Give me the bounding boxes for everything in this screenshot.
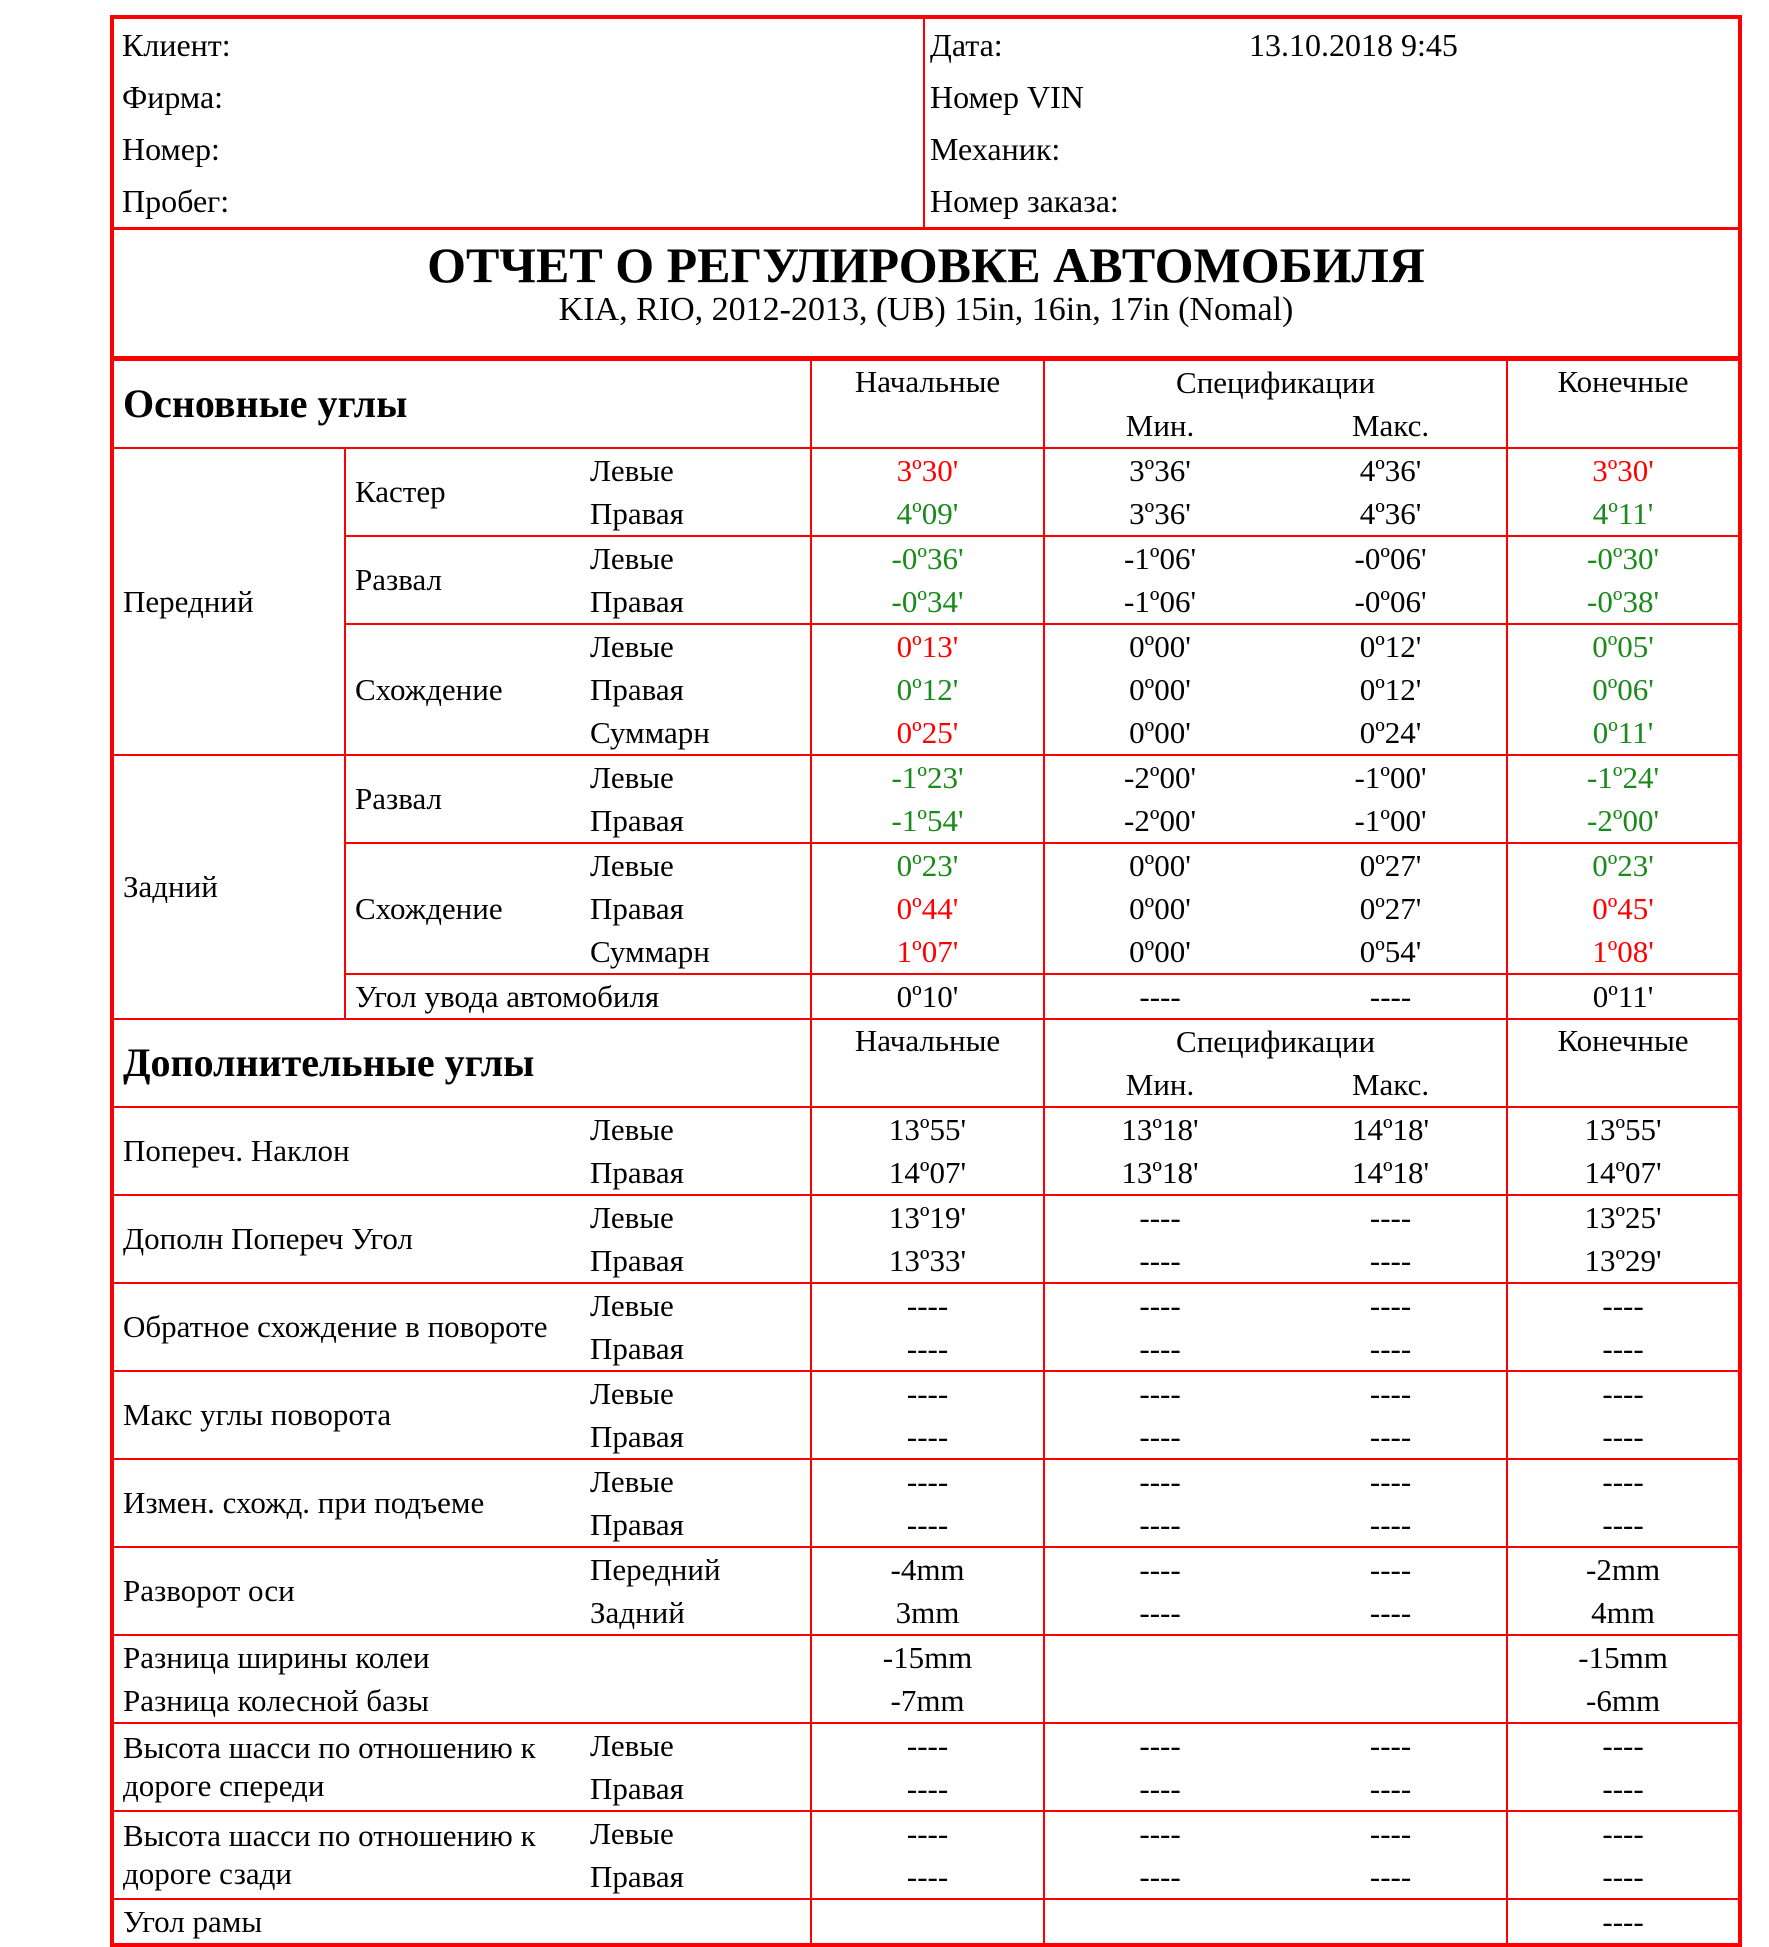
- initial-value: 13º55': [811, 1107, 1044, 1151]
- table-row: [114, 448, 1738, 492]
- initial-value: -1º23': [811, 755, 1044, 799]
- initial-value: ----: [811, 1459, 1044, 1503]
- spec-min-value: 0º00': [1044, 668, 1275, 711]
- spec-min-value: ----: [1044, 1811, 1275, 1855]
- angle-label: Разворот оси: [114, 1547, 581, 1635]
- final-value: -0º38': [1507, 580, 1738, 624]
- initial-value: -0º36': [811, 536, 1044, 580]
- column-header-specs: Спецификации: [1044, 1019, 1507, 1063]
- column-header-max: Макс.: [1351, 1066, 1430, 1102]
- final-value: ----: [1507, 1283, 1738, 1327]
- table-row: [114, 1459, 1738, 1503]
- spec-min-value: ----: [1044, 1195, 1275, 1239]
- initial-value: -1º54': [811, 799, 1044, 843]
- spec-min-value: -1º06': [1044, 580, 1275, 624]
- alignment-report: [110, 15, 1742, 1947]
- initial-value: -4mm: [811, 1547, 1044, 1591]
- side-label: Правая: [590, 1154, 684, 1190]
- table-row: [114, 536, 1738, 580]
- angle-label: Макс углы поворота: [114, 1371, 581, 1459]
- angle-label: Схождение: [345, 843, 581, 974]
- table-row: [114, 843, 1738, 887]
- spec-max-value: 14º18': [1351, 1154, 1430, 1190]
- angle-label: Схождение: [345, 624, 581, 755]
- final-value: ----: [1507, 1459, 1738, 1503]
- table-row: [114, 360, 1738, 404]
- spec-max-value: ----: [1369, 1330, 1412, 1366]
- table-row: [114, 755, 1738, 799]
- table-row: [114, 1899, 1738, 1943]
- angle-label: Обратное схождение в повороте: [114, 1283, 581, 1371]
- thrust-angle-label: Угол увода автомобиля: [345, 974, 811, 1019]
- side-label: Левые: [581, 1723, 811, 1767]
- final-value: ----: [1507, 1767, 1738, 1811]
- table-row: [114, 1723, 1738, 1767]
- final-value: 0º45': [1507, 887, 1738, 930]
- final-value: -6mm: [1507, 1679, 1738, 1723]
- table-row: [114, 1679, 1738, 1723]
- final-value: 0º23': [1507, 843, 1738, 887]
- side-label: Правая: [590, 890, 684, 926]
- spec-min-value: 13º18': [1044, 1107, 1275, 1151]
- initial-value: 14º07': [811, 1151, 1044, 1195]
- initial-value: [811, 1899, 1044, 1943]
- final-value: 4º11': [1507, 492, 1738, 536]
- spec-min-value: [1044, 1635, 1275, 1679]
- number-label: Номер:: [122, 131, 220, 167]
- side-label: Левые: [581, 843, 811, 887]
- initial-value: ----: [811, 1327, 1044, 1371]
- final-value: 1º08': [1507, 930, 1738, 974]
- table-row: [114, 1019, 1738, 1063]
- initial-value: -0º34': [811, 580, 1044, 624]
- side-label: Левые: [581, 1195, 811, 1239]
- spec-min-value: ----: [1044, 1767, 1275, 1811]
- side-label: Правая: [590, 495, 684, 531]
- final-value: 0º05': [1507, 624, 1738, 668]
- spec-max-value: 0º54': [1359, 933, 1422, 969]
- vehicle-info-section: [114, 19, 1738, 230]
- initial-value: 0º13': [811, 624, 1044, 668]
- angle-label: Измен. схожд. при подъеме: [114, 1459, 581, 1547]
- side-label: Правая: [590, 1506, 684, 1542]
- spec-min-value: -1º06': [1044, 536, 1275, 580]
- spec-min-value: 0º00': [1044, 930, 1275, 974]
- section-title-additional-angles: Дополнительные углы: [114, 1019, 811, 1107]
- spec-max-value: 14º18': [1275, 1107, 1507, 1151]
- table-row: [114, 1283, 1738, 1327]
- column-header-max: Макс.: [1351, 407, 1430, 443]
- spec-min-value: 0º00': [1044, 624, 1275, 668]
- final-value: 13º55': [1507, 1107, 1738, 1151]
- track-label: Разница колесной базы: [123, 1682, 429, 1718]
- side-label: Правая: [590, 1858, 684, 1894]
- angle-label: Попереч. Наклон: [114, 1107, 581, 1195]
- final-value: -2º00': [1507, 799, 1738, 843]
- vin-label: Номер VIN: [930, 79, 1084, 115]
- side-label: Левые: [581, 1107, 811, 1151]
- report-title: ОТЧЕТ О РЕГУЛИРОВКЕ АВТОМОБИЛЯ: [427, 237, 1425, 293]
- spec-min-value: 13º18': [1044, 1151, 1275, 1195]
- spec-max-value: -0º06': [1275, 536, 1507, 580]
- spec-max-value: -1º00': [1354, 802, 1427, 838]
- final-value: ----: [1507, 1811, 1738, 1855]
- spec-min-value: ----: [1044, 1547, 1275, 1591]
- initial-value: ----: [811, 1503, 1044, 1547]
- spec-max-value: -0º06': [1354, 583, 1427, 619]
- side-label: Левые: [581, 624, 811, 668]
- column-header-final: Конечные: [1507, 1019, 1738, 1107]
- spec-min-value: -2º00': [1044, 755, 1275, 799]
- spec-max-value: ----: [1275, 1547, 1507, 1591]
- column-header-final: Конечные: [1507, 360, 1738, 448]
- spec-min-value: ----: [1044, 1503, 1275, 1547]
- side-label: Правая: [590, 1418, 684, 1454]
- client-label: Клиент:: [122, 27, 231, 63]
- initial-value: 3º30': [811, 448, 1044, 492]
- spec-max-value: ----: [1275, 1195, 1507, 1239]
- axle-label: Задний: [114, 755, 345, 1019]
- final-value: ----: [1507, 1415, 1738, 1459]
- frame-angle-label: Угол рамы: [114, 1899, 811, 1943]
- final-value: 13º25': [1507, 1195, 1738, 1239]
- date-value: 13.10.2018 9:45: [1249, 27, 1458, 63]
- angle-label: Развал: [345, 536, 581, 624]
- spec-min-value: 3º36': [1044, 448, 1275, 492]
- initial-value: 0º12': [811, 668, 1044, 711]
- spec-min-value: ----: [1044, 1855, 1275, 1899]
- final-value: ----: [1507, 1855, 1738, 1899]
- side-label: Правая: [590, 1242, 684, 1278]
- side-label: Суммарн: [590, 714, 710, 750]
- side-label: Левые: [581, 448, 811, 492]
- section-title-main-angles: Основные углы: [114, 360, 811, 448]
- track-label: Разница ширины колеи: [114, 1635, 811, 1679]
- initial-value: ----: [811, 1283, 1044, 1327]
- initial-value: 4º09': [811, 492, 1044, 536]
- spec-max-value: 0º24': [1359, 714, 1422, 750]
- final-value: 3º30': [1507, 448, 1738, 492]
- side-label: Передний: [581, 1547, 811, 1591]
- initial-value: ----: [811, 1371, 1044, 1415]
- table-row: [114, 1635, 1738, 1679]
- spec-max-value: 4º36': [1359, 495, 1422, 531]
- table-row: [114, 974, 1738, 1019]
- table-row: [114, 1195, 1738, 1239]
- spec-max-value: [1275, 1679, 1507, 1723]
- spec-max-value: 4º36': [1275, 448, 1507, 492]
- table-row: [114, 1547, 1738, 1591]
- angle-label: Высота шасси по отношению к дороге сзади: [114, 1811, 581, 1899]
- spec-min-value: ----: [1044, 1283, 1275, 1327]
- spec-min-value: ----: [1044, 1239, 1275, 1283]
- initial-value: -15mm: [811, 1635, 1044, 1679]
- spec-max-value: ----: [1369, 1506, 1412, 1542]
- initial-value: 1º07': [811, 930, 1044, 974]
- spec-max-value: ----: [1275, 1723, 1507, 1767]
- spec-max-value: ----: [1369, 1594, 1412, 1630]
- side-label: Правая: [590, 1330, 684, 1366]
- table-row: [114, 1811, 1738, 1855]
- column-header-initial: Начальные: [811, 360, 1044, 448]
- spec-max-value: [1275, 1635, 1507, 1679]
- spec-min-value: 0º00': [1044, 711, 1275, 755]
- final-value: -1º24': [1507, 755, 1738, 799]
- spec-max-value: [1275, 1899, 1507, 1943]
- initial-value: 0º10': [811, 974, 1044, 1019]
- final-value: 0º11': [1507, 711, 1738, 755]
- spec-min-value: ----: [1044, 1723, 1275, 1767]
- table-row: [114, 1371, 1738, 1415]
- side-label: Левые: [581, 1811, 811, 1855]
- spec-max-value: ----: [1369, 1418, 1412, 1454]
- initial-value: 0º44': [811, 887, 1044, 930]
- final-value: ----: [1507, 1899, 1738, 1943]
- initial-value: ----: [811, 1415, 1044, 1459]
- spec-min-value: ----: [1044, 1371, 1275, 1415]
- final-value: ----: [1507, 1503, 1738, 1547]
- side-label: Правая: [590, 583, 684, 619]
- vehicle-model: KIA, RIO, 2012-2013, (UB) 15in, 16in, 17in (Nomal): [558, 291, 1294, 328]
- side-label: Левые: [581, 755, 811, 799]
- mechanic-label: Механик:: [930, 131, 1061, 167]
- side-label: Задний: [590, 1594, 685, 1630]
- initial-value: -7mm: [811, 1679, 1044, 1723]
- spec-max-value: ----: [1275, 1459, 1507, 1503]
- table-row: [114, 624, 1738, 668]
- final-value: -0º30': [1507, 536, 1738, 580]
- spec-min-value: ----: [1044, 1459, 1275, 1503]
- spec-max-value: 0º12': [1275, 624, 1507, 668]
- initial-value: 13º33': [811, 1239, 1044, 1283]
- spec-max-value: -1º00': [1275, 755, 1507, 799]
- final-value: 0º11': [1507, 974, 1738, 1019]
- side-label: Правая: [590, 671, 684, 707]
- final-value: 0º06': [1507, 668, 1738, 711]
- spec-max-value: ----: [1275, 1283, 1507, 1327]
- spec-max-value: 0º27': [1275, 843, 1507, 887]
- order-number-label: Номер заказа:: [930, 183, 1119, 219]
- initial-value: 0º25': [811, 711, 1044, 755]
- spec-min-value: [1044, 1899, 1275, 1943]
- spec-min-value: ----: [1044, 1327, 1275, 1371]
- spec-min-value: 0º00': [1044, 843, 1275, 887]
- initial-value: ----: [811, 1811, 1044, 1855]
- spec-min-value: ----: [1044, 1415, 1275, 1459]
- final-value: ----: [1507, 1327, 1738, 1371]
- spec-min-value: [1044, 1679, 1275, 1723]
- alignment-table: [114, 359, 1738, 1943]
- side-label: Левые: [581, 1283, 811, 1327]
- table-row: [114, 1107, 1738, 1151]
- angle-label: Дополн Попереч Угол: [114, 1195, 581, 1283]
- initial-value: 3mm: [811, 1591, 1044, 1635]
- spec-min-value: -2º00': [1044, 799, 1275, 843]
- spec-max-value: ----: [1275, 974, 1507, 1019]
- spec-min-value: ----: [1044, 1591, 1275, 1635]
- side-label: Левые: [581, 536, 811, 580]
- mileage-label: Пробег:: [122, 183, 230, 219]
- spec-min-value: 3º36': [1044, 492, 1275, 536]
- initial-value: ----: [811, 1855, 1044, 1899]
- firm-label: Фирма:: [122, 79, 224, 115]
- spec-max-value: ----: [1369, 1858, 1412, 1894]
- side-label: Левые: [581, 1371, 811, 1415]
- date-label: Дата:: [930, 27, 1003, 63]
- spec-min-value: 0º00': [1044, 887, 1275, 930]
- spec-min-value: ----: [1044, 974, 1275, 1019]
- angle-label: Развал: [345, 755, 581, 843]
- final-value: 4mm: [1507, 1591, 1738, 1635]
- angle-label: Кастер: [345, 448, 581, 536]
- initial-value: 0º23': [811, 843, 1044, 887]
- column-header-min: Мин.: [1044, 1063, 1275, 1107]
- axle-label: Передний: [114, 448, 345, 755]
- spec-max-value: 0º12': [1359, 671, 1422, 707]
- column-header-initial: Начальные: [811, 1019, 1044, 1107]
- spec-max-value: ----: [1369, 1770, 1412, 1806]
- angle-label: Высота шасси по отношению к дороге спереди: [114, 1723, 581, 1811]
- final-value: -15mm: [1507, 1635, 1738, 1679]
- divider: [923, 19, 925, 227]
- final-value: ----: [1507, 1371, 1738, 1415]
- initial-value: 13º19': [811, 1195, 1044, 1239]
- final-value: 13º29': [1507, 1239, 1738, 1283]
- spec-max-value: ----: [1369, 1242, 1412, 1278]
- column-header-min: Мин.: [1044, 404, 1275, 448]
- column-header-specs: Спецификации: [1044, 360, 1507, 404]
- side-label: Правая: [590, 802, 684, 838]
- final-value: 14º07': [1507, 1151, 1738, 1195]
- side-label: Суммарн: [590, 933, 710, 969]
- final-value: -2mm: [1507, 1547, 1738, 1591]
- report-title-section: [114, 230, 1738, 359]
- side-label: Правая: [590, 1770, 684, 1806]
- initial-value: ----: [811, 1723, 1044, 1767]
- side-label: Левые: [581, 1459, 811, 1503]
- initial-value: ----: [811, 1767, 1044, 1811]
- spec-max-value: 0º27': [1359, 890, 1422, 926]
- final-value: ----: [1507, 1723, 1738, 1767]
- spec-max-value: ----: [1275, 1371, 1507, 1415]
- spec-max-value: ----: [1275, 1811, 1507, 1855]
